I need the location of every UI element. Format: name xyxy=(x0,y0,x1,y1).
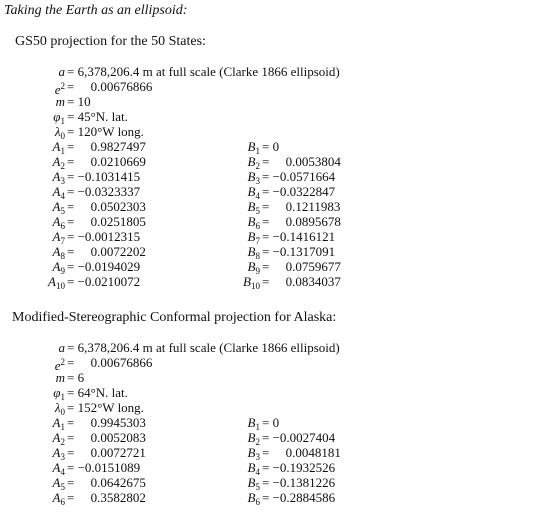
parameter-symbol xyxy=(29,490,65,510)
parameter-value: = 0.1211983 xyxy=(262,199,341,214)
parameter-value: = −0.0012315 xyxy=(67,229,141,244)
parameter-value: = −0.1381226 xyxy=(262,475,336,490)
parameter-value: = −0.1416121 xyxy=(262,229,336,244)
parameter-symbol xyxy=(29,370,65,385)
symbol-letter: B xyxy=(247,229,256,244)
symbol-subscript: 1 xyxy=(255,422,260,432)
symbol-subscript: 3 xyxy=(60,176,65,186)
symbol-subscript: 6 xyxy=(60,497,65,507)
parameter-value: = 0.9945303 xyxy=(67,415,146,430)
parameter-value: = 0.00676866 xyxy=(67,79,153,94)
parameter-value: = 152°W long. xyxy=(67,400,144,415)
symbol-subscript: 3 xyxy=(60,452,65,462)
parameter-value: = 0.9827497 xyxy=(67,139,146,154)
symbol-superscript: 2 xyxy=(60,357,65,367)
parameter-value: = 0.0052083 xyxy=(67,430,146,445)
section-heading-alaska: Modified-Stereographic Conformal projection for Alaska: xyxy=(12,310,337,325)
parameter-symbol xyxy=(224,274,260,294)
parameter-value: = 0.0210669 xyxy=(67,154,146,169)
symbol-letter: a xyxy=(58,64,65,79)
parameter-value: = 0.0072721 xyxy=(67,445,146,460)
symbol-subscript: 0 xyxy=(60,131,65,141)
parameter-value: = 10 xyxy=(67,94,91,109)
symbol-subscript: 3 xyxy=(255,452,260,462)
parameter-symbol xyxy=(224,490,260,510)
parameter-value: = 6,378,206.4 m at full scale (Clarke 1866 ellipsoid) xyxy=(67,64,340,79)
symbol-letter: B xyxy=(247,184,256,199)
symbol-subscript: 1 xyxy=(60,116,65,126)
parameter-value: = 0 xyxy=(262,415,280,430)
symbol-subscript: 8 xyxy=(255,251,260,261)
symbol-subscript: 10 xyxy=(56,281,65,291)
symbol-subscript: 2 xyxy=(255,437,260,447)
symbol-subscript: 5 xyxy=(60,482,65,492)
symbol-letter: B xyxy=(247,475,256,490)
symbol-letter: B xyxy=(247,199,256,214)
symbol-subscript: 0 xyxy=(60,407,65,417)
symbol-subscript: 2 xyxy=(60,437,65,447)
symbol-subscript: 1 xyxy=(60,392,65,402)
symbol-letter: A xyxy=(52,184,61,199)
section-heading-gs50: GS50 projection for the 50 States: xyxy=(15,34,206,49)
parameter-value: = −0.1317091 xyxy=(262,244,336,259)
parameter-value: = 0.0834037 xyxy=(262,274,341,289)
symbol-subscript: 1 xyxy=(255,146,260,156)
symbol-letter: m xyxy=(55,370,65,385)
symbol-letter: A xyxy=(52,244,61,259)
symbol-letter: e xyxy=(54,358,61,373)
symbol-subscript: 7 xyxy=(60,236,65,246)
symbol-letter: e xyxy=(54,82,61,97)
parameter-value: = 0 xyxy=(262,139,280,154)
symbol-letter: A xyxy=(52,415,61,430)
symbol-letter: a xyxy=(58,340,65,355)
parameter-value: = −0.1932526 xyxy=(262,460,336,475)
parameter-value: = 0.0072202 xyxy=(67,244,146,259)
symbol-letter: B xyxy=(247,139,256,154)
symbol-letter: A xyxy=(52,460,61,475)
parameter-symbol xyxy=(29,340,65,355)
symbol-letter: A xyxy=(52,139,61,154)
symbol-subscript: 2 xyxy=(255,161,260,171)
symbol-letter: φ xyxy=(53,385,61,400)
symbol-letter: A xyxy=(48,274,56,289)
parameter-value: = 0.0251805 xyxy=(67,214,146,229)
symbol-subscript: 5 xyxy=(255,482,260,492)
symbol-letter: A xyxy=(52,169,61,184)
parameter-value: = 6 xyxy=(67,370,85,385)
symbol-letter: B xyxy=(247,244,256,259)
symbol-letter: A xyxy=(52,490,61,505)
symbol-letter: A xyxy=(52,475,61,490)
symbol-subscript: 4 xyxy=(60,191,65,201)
symbol-letter: A xyxy=(52,430,61,445)
parameter-value: = 64°N. lat. xyxy=(67,385,128,400)
symbol-subscript: 4 xyxy=(255,191,260,201)
parameter-symbol xyxy=(29,274,65,294)
intro-text: Taking the Earth as an ellipsoid: xyxy=(4,3,188,18)
symbol-letter: A xyxy=(52,214,61,229)
symbol-letter: φ xyxy=(53,109,61,124)
parameter-value: = −0.1031415 xyxy=(67,169,141,184)
symbol-subscript: 4 xyxy=(255,467,260,477)
symbol-letter: A xyxy=(52,199,61,214)
symbol-subscript: 6 xyxy=(255,497,260,507)
parameter-value: = 0.0759677 xyxy=(262,259,341,274)
parameter-value: = −0.0322847 xyxy=(262,184,336,199)
symbol-letter: B xyxy=(247,460,256,475)
parameter-value: = 0.0642675 xyxy=(67,475,146,490)
symbol-subscript: 5 xyxy=(60,206,65,216)
symbol-letter: B xyxy=(247,445,256,460)
symbol-letter: A xyxy=(52,229,61,244)
symbol-letter: A xyxy=(52,154,61,169)
symbol-superscript: 2 xyxy=(60,81,65,91)
symbol-subscript: 4 xyxy=(60,467,65,477)
symbol-letter: B xyxy=(247,415,256,430)
symbol-letter: B xyxy=(247,259,256,274)
parameter-value: = −0.2884586 xyxy=(262,490,336,505)
symbol-subscript: 10 xyxy=(251,281,260,291)
symbol-subscript: 3 xyxy=(255,176,260,186)
symbol-subscript: 9 xyxy=(60,266,65,276)
symbol-letter: λ xyxy=(54,400,61,415)
symbol-subscript: 1 xyxy=(60,146,65,156)
parameter-value: = −0.0571664 xyxy=(262,169,336,184)
parameter-symbol xyxy=(29,64,65,79)
symbol-letter: B xyxy=(247,430,256,445)
symbol-letter: B xyxy=(247,490,256,505)
symbol-letter: m xyxy=(55,94,65,109)
parameter-value: = 6,378,206.4 m at full scale (Clarke 1866 ellipsoid) xyxy=(67,340,340,355)
symbol-letter: A xyxy=(52,445,61,460)
parameter-value: = 0.0895678 xyxy=(262,214,341,229)
parameter-value: = 45°N. lat. xyxy=(67,109,128,124)
symbol-subscript: 2 xyxy=(60,161,65,171)
symbol-letter: B xyxy=(247,214,256,229)
symbol-subscript: 6 xyxy=(60,221,65,231)
symbol-letter: B xyxy=(243,274,251,289)
symbol-letter: B xyxy=(247,169,256,184)
parameter-value: = −0.0027404 xyxy=(262,430,336,445)
parameter-value: = −0.0194029 xyxy=(67,259,141,274)
parameter-value: = −0.0151089 xyxy=(67,460,141,475)
symbol-letter: B xyxy=(247,154,256,169)
parameter-value: = 0.0053804 xyxy=(262,154,341,169)
parameter-value: = −0.0323337 xyxy=(67,184,141,199)
symbol-subscript: 9 xyxy=(255,266,260,276)
parameter-value: = 120°W long. xyxy=(67,124,144,139)
symbol-letter: λ xyxy=(54,124,61,139)
symbol-subscript: 6 xyxy=(255,221,260,231)
symbol-subscript: 8 xyxy=(60,251,65,261)
parameter-value: = 0.0048181 xyxy=(262,445,341,460)
parameter-symbol xyxy=(29,94,65,109)
parameter-value: = 0.3582802 xyxy=(67,490,146,505)
symbol-letter: A xyxy=(52,259,61,274)
parameter-value: = 0.0502303 xyxy=(67,199,146,214)
symbol-subscript: 1 xyxy=(60,422,65,432)
symbol-subscript: 7 xyxy=(255,236,260,246)
symbol-subscript: 5 xyxy=(255,206,260,216)
parameter-value: = 0.00676866 xyxy=(67,355,153,370)
parameter-value: = −0.0210072 xyxy=(67,274,141,289)
